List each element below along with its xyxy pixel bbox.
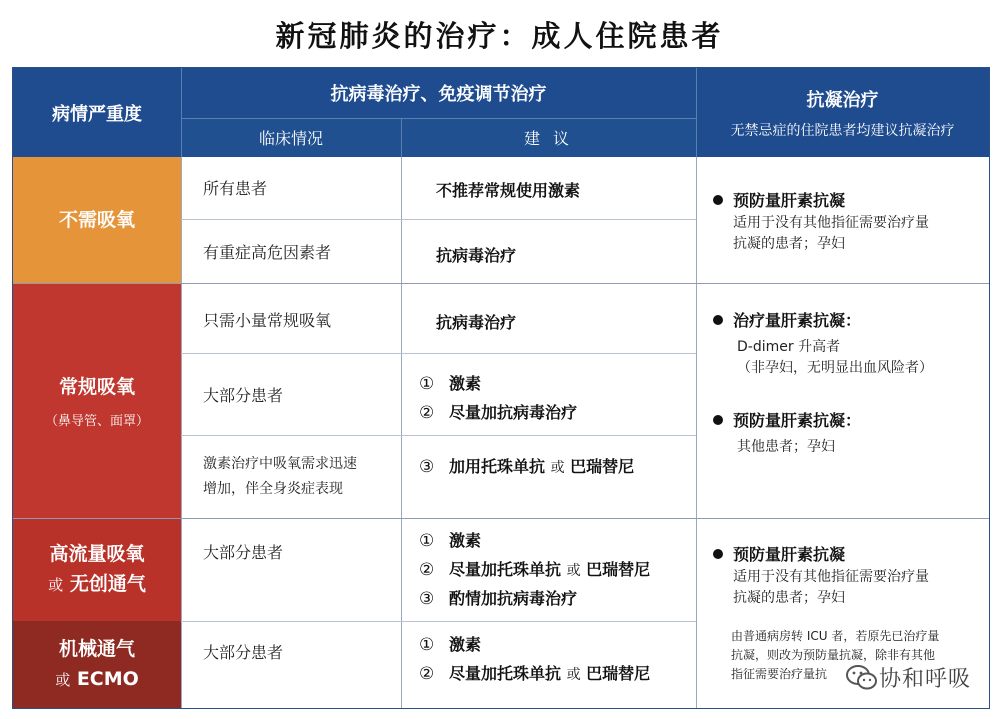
row7-or: 或 bbox=[566, 667, 581, 683]
anticoag-1-title: 预防量肝素抗凝 bbox=[733, 191, 846, 210]
anticoag-3-title: 预防量肝素抗凝： bbox=[733, 411, 862, 430]
severity-no-oxygen bbox=[13, 157, 181, 283]
severity-high-flow bbox=[13, 518, 181, 621]
watermark-text: 协和呼吸 bbox=[878, 667, 971, 692]
anticoag-4-title: 预防量肝素抗凝 bbox=[733, 545, 846, 564]
row2-clinical: 有重症高危因素者 bbox=[203, 243, 332, 262]
row3-recommendation: 抗病毒治疗 bbox=[436, 313, 517, 332]
header-anticoag-subtitle: 无禁忌症的住院患者均建议抗凝治疗 bbox=[730, 123, 955, 139]
anticoag-1-text-2: 抗凝的患者；孕妇 bbox=[733, 236, 845, 252]
row7-num-1: ① bbox=[419, 635, 435, 655]
severity-mechanical-label-b: ECMO bbox=[76, 668, 139, 690]
row6-rec-1: 激素 bbox=[449, 531, 482, 550]
severity-conventional-label: 常规吸氧 bbox=[58, 376, 135, 398]
row5-recommendation bbox=[419, 452, 634, 481]
row5-clinical-line1: 激素治疗中吸氧需求迅速 bbox=[203, 456, 357, 472]
row6-rec-3: 酌情加抗病毒治疗 bbox=[449, 589, 578, 608]
anticoag-2-text-2: （非孕妇，无明显出血风险者） bbox=[737, 360, 933, 376]
row6-clinical: 大部分患者 bbox=[203, 543, 284, 562]
severity-no-oxygen-label: 不需吸氧 bbox=[58, 209, 135, 231]
severity-high-flow-label: 高流量吸氧 bbox=[49, 543, 145, 565]
header-severity: 病情严重度 bbox=[13, 68, 181, 157]
severity-mechanical-or: 或 bbox=[55, 671, 71, 689]
row5-rec-b: 巴瑞替尼 bbox=[570, 457, 635, 476]
watermark bbox=[841, 662, 975, 693]
page-title: 新冠肺炎的治疗：成人住院患者 bbox=[275, 19, 724, 53]
row7-rec-2b: 巴瑞替尼 bbox=[586, 664, 651, 683]
wechat-icon bbox=[845, 664, 879, 692]
row7-rec-1: 激素 bbox=[449, 635, 482, 654]
anticoag-block-3 bbox=[713, 408, 983, 458]
row6-recommendation bbox=[419, 526, 650, 613]
row6-num-2: ② bbox=[419, 560, 435, 580]
row6-num-3: ③ bbox=[419, 589, 435, 609]
bullet-icon bbox=[713, 549, 723, 559]
row2-recommendation: 抗病毒治疗 bbox=[436, 246, 517, 265]
anticoag-block-4 bbox=[713, 542, 983, 609]
row7-num-2: ② bbox=[419, 664, 435, 684]
row5-num: ③ bbox=[419, 457, 435, 477]
severity-mechanical bbox=[13, 621, 181, 708]
bullet-icon bbox=[713, 415, 723, 425]
row6-num-1: ① bbox=[419, 531, 435, 551]
row6-or: 或 bbox=[566, 563, 581, 579]
anticoag-note-3: 指征需要治疗量抗 bbox=[731, 667, 828, 681]
bullet-icon bbox=[713, 195, 723, 205]
header-anticoag bbox=[696, 68, 989, 157]
row3-clinical: 只需小量常规吸氧 bbox=[203, 311, 332, 330]
row5-or: 或 bbox=[550, 460, 565, 476]
header-clinical: 临床情况 bbox=[181, 118, 401, 157]
header-antiviral-group: 抗病毒治疗、免疫调节治疗 bbox=[181, 68, 696, 118]
row4-num-1: ① bbox=[419, 374, 435, 394]
severity-mechanical-label: 机械通气 bbox=[58, 638, 135, 660]
anticoag-4-text-2: 抗凝的患者；孕妇 bbox=[733, 590, 845, 606]
anticoag-4-text-1: 适用于没有其他指征需要治疗量 bbox=[733, 569, 929, 585]
header-anticoag-title: 抗凝治疗 bbox=[806, 90, 879, 111]
row5-clinical bbox=[203, 452, 357, 502]
anticoag-block-2 bbox=[713, 308, 983, 379]
row1-recommendation: 不推荐常规使用激素 bbox=[436, 181, 581, 200]
severity-high-flow-or: 或 bbox=[48, 576, 64, 594]
anticoag-2-text-1: D-dimer 升高者 bbox=[737, 339, 841, 355]
row6-rec-2b: 巴瑞替尼 bbox=[586, 560, 651, 579]
row7-rec-2a: 尽量加托珠单抗 bbox=[449, 664, 562, 683]
row4-num-2: ② bbox=[419, 403, 435, 423]
row5-clinical-line2: 增加，伴全身炎症表现 bbox=[203, 481, 343, 497]
row4-rec-2: 尽量加抗病毒治疗 bbox=[449, 403, 578, 422]
row6-rec-2a: 尽量加托珠单抗 bbox=[449, 560, 562, 579]
row7-clinical: 大部分患者 bbox=[203, 643, 284, 662]
anticoag-note-2: 抗凝，则改为预防量抗凝，除非有其他 bbox=[731, 648, 936, 662]
severity-conventional-sublabel: （鼻导管、面罩） bbox=[44, 414, 149, 429]
row4-clinical: 大部分患者 bbox=[203, 386, 284, 405]
severity-conventional-oxygen bbox=[13, 283, 181, 518]
row5-rec-a: 加用托珠单抗 bbox=[449, 457, 546, 476]
anticoag-note-1: 由普通病房转 ICU 者，若原先已治疗量 bbox=[731, 629, 940, 643]
row4-recommendation bbox=[419, 369, 577, 427]
severity-high-flow-label-b: 无创通气 bbox=[69, 573, 146, 595]
anticoag-2-title: 治疗量肝素抗凝： bbox=[733, 311, 862, 330]
row4-rec-1: 激素 bbox=[449, 374, 482, 393]
row1-clinical: 所有患者 bbox=[203, 179, 268, 198]
bullet-icon bbox=[713, 315, 723, 325]
header-recommendation: 建 议 bbox=[401, 118, 696, 157]
anticoag-3-text: 其他患者；孕妇 bbox=[737, 439, 835, 455]
anticoag-1-text-1: 适用于没有其他指征需要治疗量 bbox=[733, 215, 929, 231]
anticoag-block-1 bbox=[713, 188, 983, 255]
treatment-table bbox=[12, 67, 990, 709]
row7-recommendation bbox=[419, 630, 650, 688]
